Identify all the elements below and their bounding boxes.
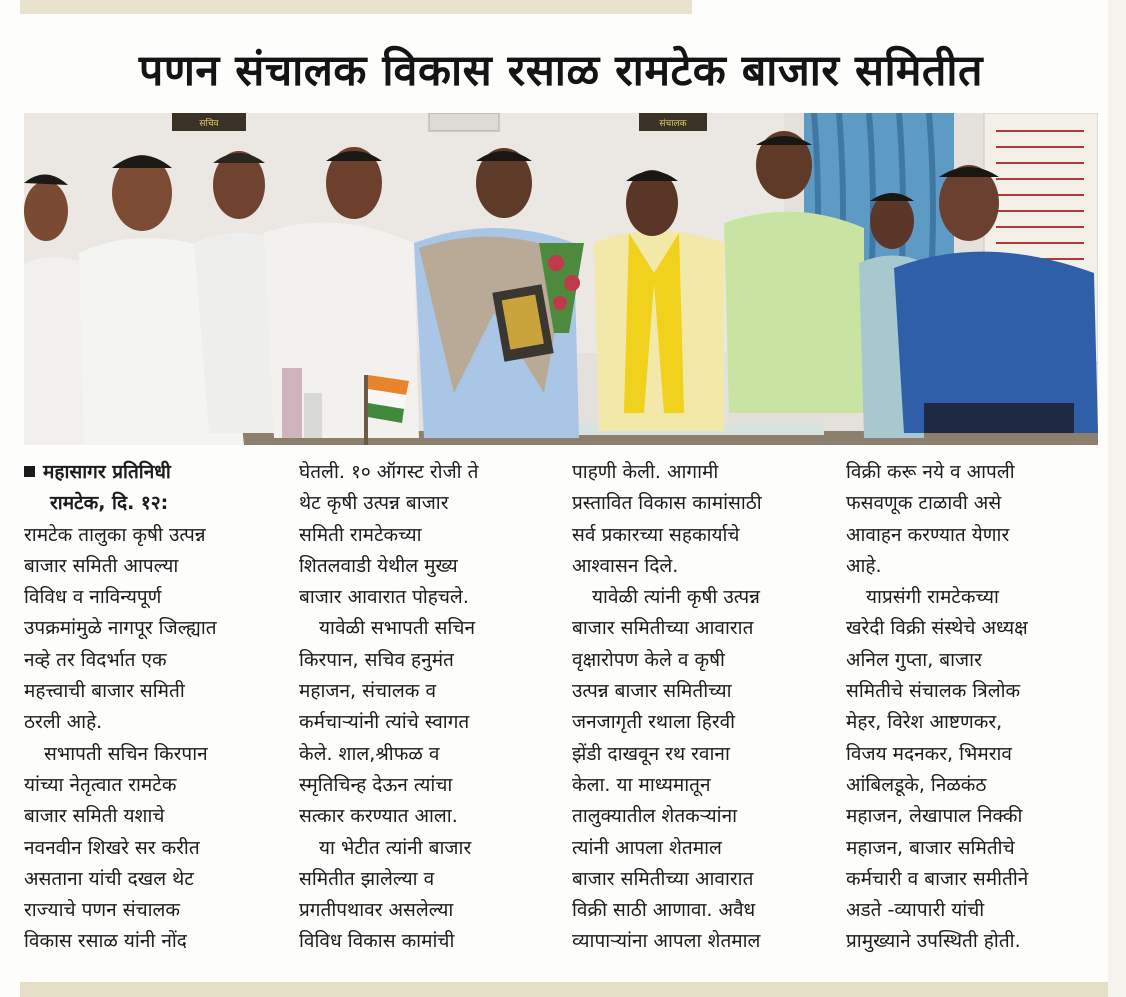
article-line: अडते -व्यापारी यांची — [846, 899, 985, 922]
article-line: राज्याचे पणन संचालक — [24, 899, 181, 922]
article-line: उत्पन्न बाजार समितीच्या — [572, 680, 732, 703]
article-line: यावेळी त्यांनी कृषी उत्पन्न — [592, 586, 760, 609]
article-line: नवनवीन शिखरे सर करीत — [24, 836, 200, 859]
article-line: महत्त्वाची बाजार समिती — [24, 680, 185, 703]
article-line: बाजार आवारात पोहचले. — [299, 586, 469, 609]
article-line: किरपान, सचिव हनुमंत — [299, 648, 454, 671]
article-column-4 — [846, 457, 1096, 958]
article-line: वृक्षारोपण केले व कृषी — [572, 648, 725, 671]
article-line: घेतली. १० ऑगस्ट रोजी ते — [299, 461, 479, 483]
article-line: याप्रसंगी रामटेकच्या — [866, 586, 999, 609]
nameplate-right: संचालक — [659, 119, 687, 129]
article-line: विक्री करू नये व आपली — [846, 461, 1015, 483]
article-line: बाजार समितीच्या आवारात — [572, 617, 754, 640]
article-line: सत्कार करण्यात आला. — [299, 805, 458, 828]
article-line: मेहर, विरेश आष्टणकर, — [846, 711, 1003, 734]
byline: महासागर प्रतिनिधी — [24, 457, 274, 488]
article-line: नव्हे तर विदर्भात एक — [24, 648, 167, 671]
article-line: कर्मचाऱ्यांनी त्यांचे स्वागत — [299, 711, 470, 734]
article-line: यावेळी सभापती सचिन — [319, 617, 475, 640]
article-line: महाजन, संचालक व — [299, 680, 437, 703]
article-column-3 — [572, 457, 822, 958]
article-line: यांच्या नेतृत्वात रामटेक — [24, 773, 177, 796]
column-lines — [24, 520, 274, 958]
previous-article-strip — [20, 0, 692, 14]
article-line: उपक्रमांमुळे नागपूर जिल्ह्यात — [24, 617, 217, 640]
next-article-strip — [20, 982, 1108, 997]
article-line: जनजागृती रथाला हिरवी — [572, 711, 736, 734]
bullet-icon — [24, 466, 35, 477]
article-line: व्यापाऱ्यांना आपला शेतमाल — [572, 930, 761, 953]
article-line: महाजन, बाजार समितीचे — [846, 836, 1015, 859]
article-line: विजय मदनकर, भिमराव — [846, 742, 1012, 765]
article-line: समितीचे संचालक त्रिलोक — [846, 680, 1021, 703]
adjacent-column-edge — [1108, 0, 1126, 997]
photo-illustration — [24, 113, 1098, 445]
nameplate-left: सचिव — [199, 119, 219, 129]
placeline: रामटेक, दि. १२: — [50, 492, 169, 515]
article-line: असताना यांची दखल थेट — [24, 867, 194, 890]
article-line: आश्वासन दिले. — [572, 554, 679, 577]
article-line: रामटेक तालुका कृषी उत्पन्न — [24, 523, 206, 546]
article-line: विकास रसाळ यांनी नोंद — [24, 930, 187, 953]
article-line: स्मृतिचिन्ह देऊन त्यांचा — [299, 773, 453, 796]
article-line: त्यांनी आपला शेतमाल — [572, 836, 722, 859]
column-lines — [299, 457, 549, 958]
article-line: केला. या माध्यमातून — [572, 773, 711, 796]
article-line: बाजार समिती यशाचे — [24, 805, 165, 828]
article-line: विविध व नाविन्यपूर्ण — [24, 586, 162, 609]
article-line: झेंडी दाखवून रथ रवाना — [572, 742, 730, 765]
article-line: विक्री साठी आणावा. अवैध — [572, 899, 756, 922]
article-column-2 — [299, 457, 549, 958]
headline: पणन संचालक विकास रसाळ रामटेक बाजार समितीत — [138, 46, 984, 96]
article-line: समितीत झालेल्या व — [299, 867, 435, 890]
article-line: सभापती सचिन किरपान — [44, 742, 208, 765]
article-line: समिती रामटेकच्या — [299, 523, 422, 546]
article-line: सर्व प्रकारच्या सहकार्याचे — [572, 523, 740, 546]
news-photo — [24, 113, 1098, 445]
article-line: ठरली आहे. — [24, 711, 103, 734]
article-line: आहे. — [846, 554, 882, 577]
article-line: या भेटीत त्यांनी बाजार — [319, 836, 472, 859]
article-line: पाहणी केली. आगामी — [572, 461, 719, 483]
column-lines — [572, 457, 822, 958]
article-line: कर्मचारी व बाजार समीतीने — [846, 867, 1029, 890]
article-line: महाजन, लेखापाल निक्की — [846, 805, 1023, 828]
article-line: आवाहन करण्यात येणार — [846, 523, 1010, 546]
article-line: बाजार समिती आपल्या — [24, 554, 179, 577]
article-line: अनिल गुप्ता, बाजार — [846, 648, 982, 671]
article-line: फसवणूक टाळावी असे — [846, 492, 1002, 515]
article-line: प्रस्तावित विकास कामांसाठी — [572, 492, 762, 515]
article-line: थेट कृषी उत्पन्न बाजार — [299, 492, 449, 515]
article-line: शितलवाडी येथील मुख्य — [299, 554, 458, 577]
article-line: प्रामुख्याने उपस्थिती होती. — [846, 930, 1021, 953]
article-line: आंबिलडूके, निळकंठ — [846, 773, 987, 796]
article-line: तालुक्यातील शेतकऱ्यांना — [572, 805, 738, 828]
column-lines — [846, 457, 1096, 958]
article-line: खरेदी विक्री संस्थेचे अध्यक्ष — [846, 617, 1028, 640]
article-column-1 — [24, 457, 274, 958]
article-line: बाजार समितीच्या आवारात — [572, 867, 754, 890]
article-line: विविध विकास कामांची — [299, 930, 455, 953]
article-line: प्रगतीपथावर असलेल्या — [299, 899, 454, 922]
article-line: केले. शाल,श्रीफळ व — [299, 742, 440, 765]
